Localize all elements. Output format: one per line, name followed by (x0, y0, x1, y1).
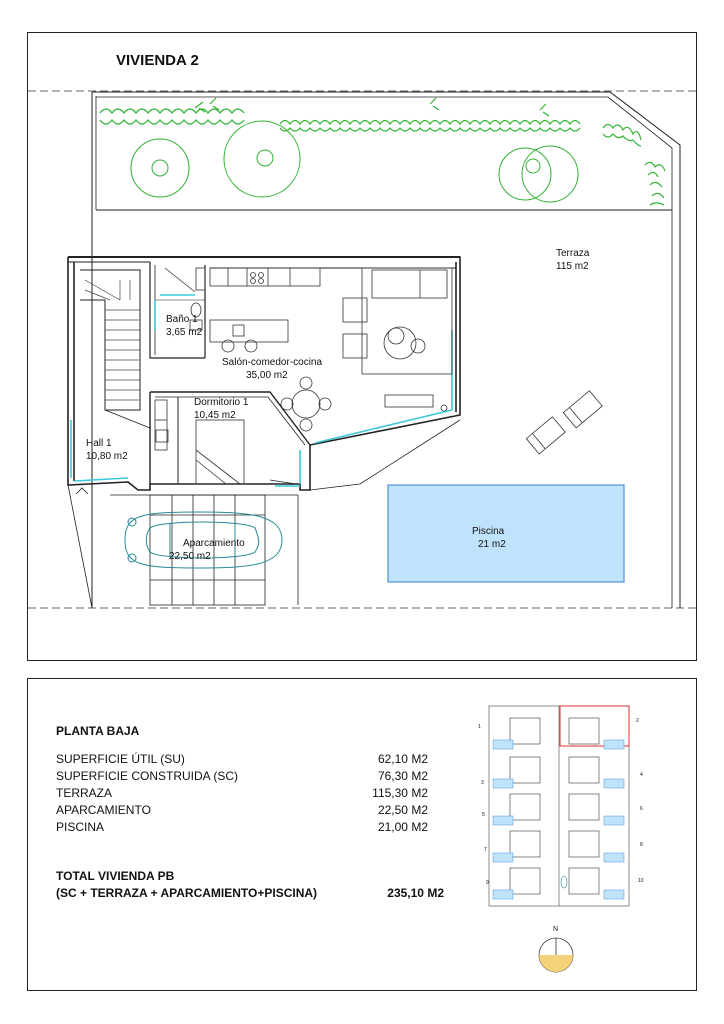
site-pool (493, 853, 513, 862)
site-unit (569, 831, 599, 857)
room-label-hall: Hall 1 10,80 m2 (86, 438, 128, 462)
site-unit (510, 868, 540, 894)
site-unit (569, 794, 599, 820)
page-title: VIVIENDA 2 (116, 52, 199, 69)
room-label-bano: Baño 1 3,65 m2 (166, 314, 203, 338)
summary-row: SUPERFICIE CONSTRUIDA (SC) 76,30 M2 (56, 769, 428, 783)
site-unit (510, 757, 540, 783)
site-unit (510, 831, 540, 857)
site-pool (604, 816, 624, 825)
lot-number: 2 (636, 718, 639, 724)
lot-number: 1 (478, 724, 481, 730)
site-pool (493, 779, 513, 788)
site-pool (604, 853, 624, 862)
summary-row: SUPERFICIE ÚTIL (SU) 62,10 M2 (56, 752, 428, 766)
site-pool (604, 779, 624, 788)
site-unit (569, 868, 599, 894)
lot-number: 5 (482, 812, 485, 818)
total-heading: TOTAL VIVIENDA PB (56, 869, 175, 883)
summary-row: APARCAMIENTO 22,50 M2 (56, 803, 428, 817)
room-label-aparcamiento: Aparcamiento 22,50 m2 (169, 538, 245, 562)
lot-number: 7 (484, 847, 487, 853)
site-unit (569, 718, 599, 744)
lot-number: 9 (486, 880, 489, 886)
room-label-piscina: Piscina 21 m2 (472, 526, 506, 550)
lot-number: 3 (481, 780, 484, 786)
site-pool (493, 740, 513, 749)
site-unit (510, 718, 540, 744)
site-pool (604, 890, 624, 899)
lot-number: 4 (640, 772, 643, 778)
total-row: (SC + TERRAZA + APARCAMIENTO+PISCINA) 235,10 M2 (56, 886, 444, 900)
site-pool (604, 740, 624, 749)
site-pool (493, 890, 513, 899)
room-label-salon: Salón-comedor-cocina 35,00 m2 (222, 357, 323, 381)
summary-heading: PLANTA BAJA (56, 724, 140, 738)
lot-number: 6 (640, 806, 643, 812)
site-pool (493, 816, 513, 825)
site-unit (569, 757, 599, 783)
summary-row: TERRAZA 115,30 M2 (56, 786, 428, 800)
lot-number: 8 (640, 842, 643, 848)
compass (539, 938, 573, 972)
room-label-terraza: Terraza 115 m2 (556, 248, 590, 272)
room-label-dormitorio: Dormitorio 1 10,45 m2 (194, 397, 249, 421)
summary-row: PISCINA 21,00 M2 (56, 820, 428, 834)
site-unit (510, 794, 540, 820)
north-label: N (553, 926, 559, 933)
lot-number: 10 (638, 878, 644, 884)
total-value: 235,10 M2 (387, 886, 444, 900)
